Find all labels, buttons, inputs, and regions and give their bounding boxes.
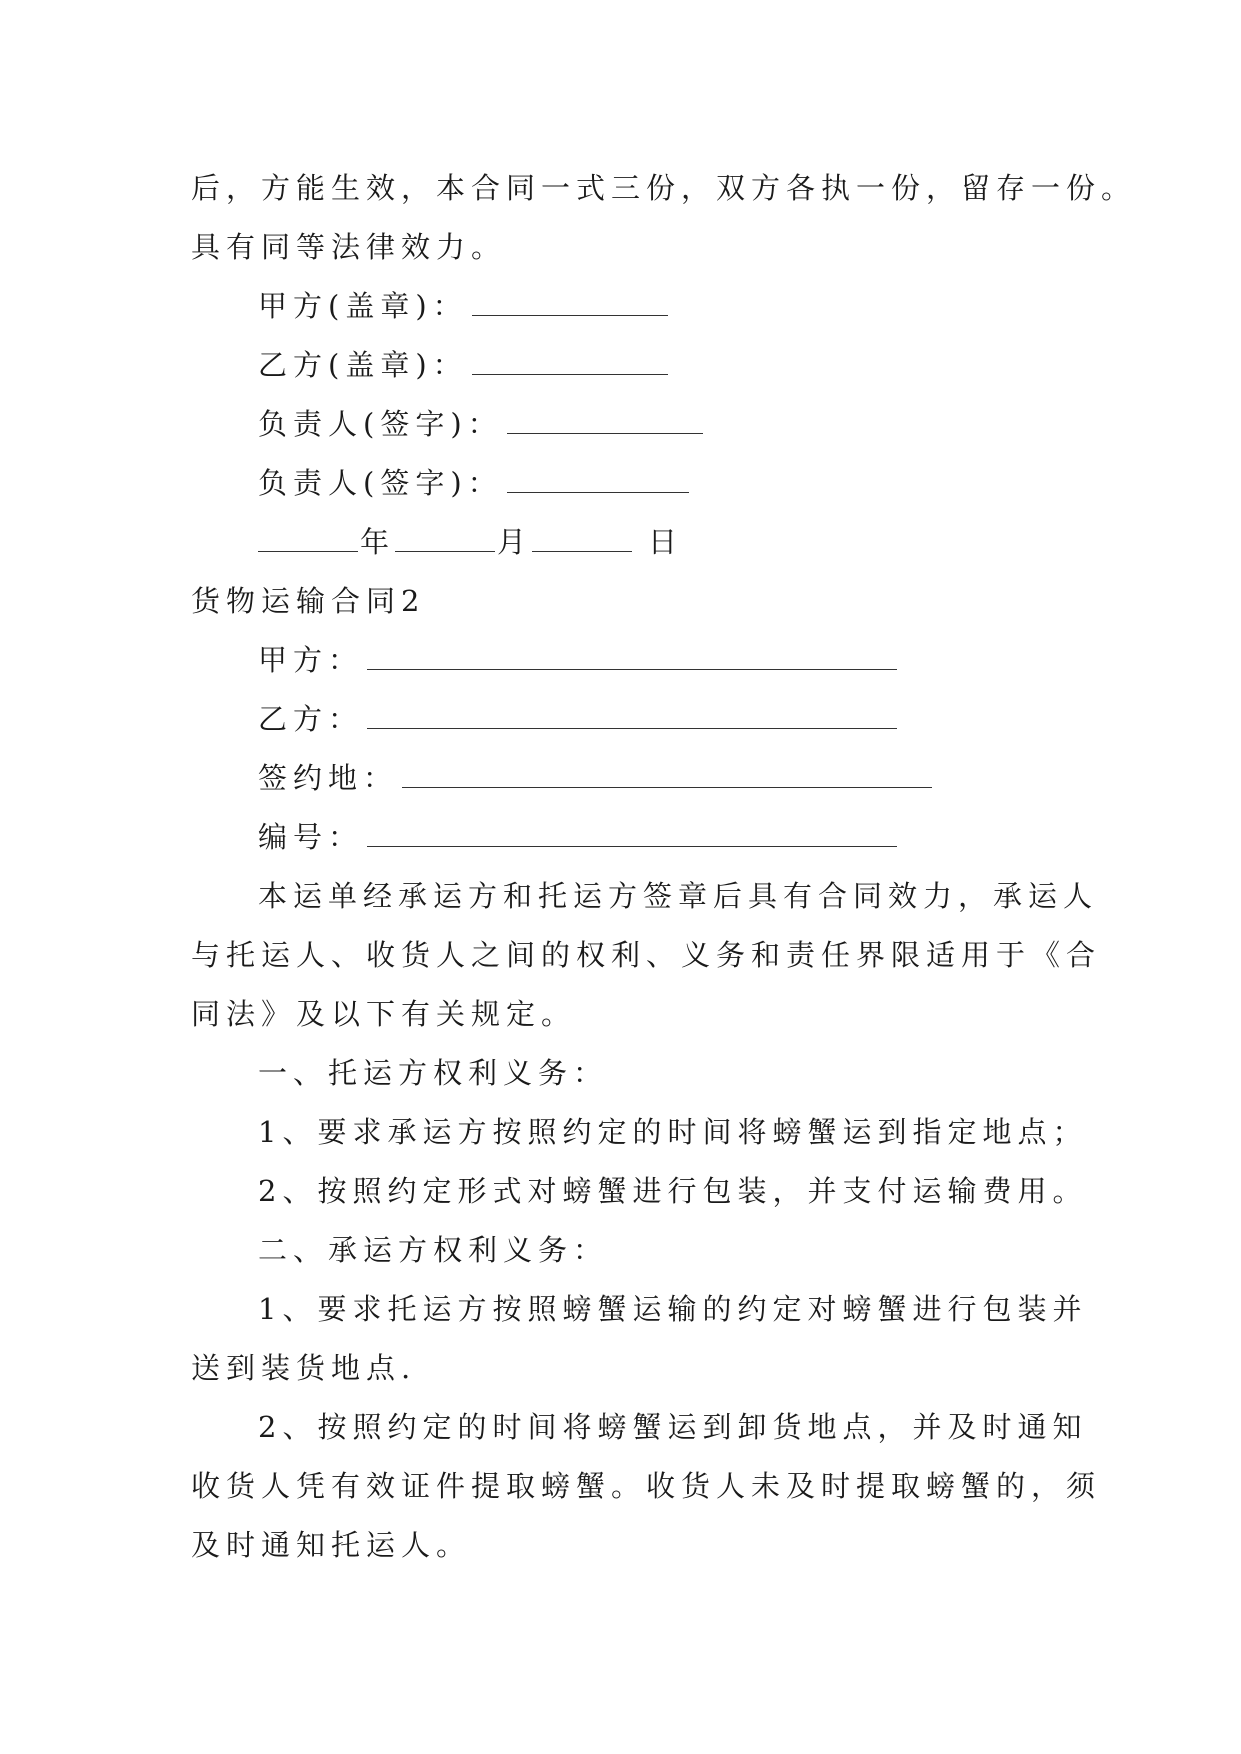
responsible-1-label: 负责人(签字)： — [258, 407, 503, 441]
contract-2-party-b-blank — [367, 700, 897, 729]
clause-line: 送到装货地点. — [191, 1351, 417, 1385]
clause-line: 2、按照约定形式对螃蟹进行包装，并支付运输费用。 — [258, 1174, 1088, 1208]
contract-2-sign-place — [258, 758, 932, 798]
day-label: 日 — [648, 525, 684, 559]
text-line: 后，方能生效，本合同一式三份，双方各执一份，留存一份。 — [191, 171, 1137, 205]
contract-2-party-a-label: 甲方： — [258, 643, 364, 677]
text-line: 具有同等法律效力。 — [191, 230, 507, 264]
contract-2-number — [258, 817, 897, 857]
month-blank — [395, 523, 495, 552]
contract-2-party-a — [258, 640, 897, 680]
party-a-seal-blank — [472, 287, 668, 316]
contract-2-title: 货物运输合同2 — [191, 584, 426, 618]
signature-responsible-2 — [258, 463, 689, 503]
body-paragraph-line: 本运单经承运方和托运方签章后具有合同效力，承运人 — [258, 879, 1099, 913]
clause-line: 2、按照约定的时间将螃蟹运到卸货地点，并及时通知 — [258, 1410, 1088, 1444]
month-label: 月 — [497, 525, 533, 559]
signature-responsible-1 — [258, 404, 703, 444]
date-line — [258, 522, 683, 562]
contract-2-sign-place-blank — [402, 759, 932, 788]
clause-line: 收货人凭有效证件提取螃蟹。收货人未及时提取螃蟹的，须 — [191, 1469, 1102, 1503]
contract-2-number-blank — [367, 818, 897, 847]
contract-2-party-b-label: 乙方： — [258, 702, 364, 736]
contract-2-party-b — [258, 699, 897, 739]
contract-2-number-label: 编号： — [258, 820, 364, 854]
section-heading: 一、托运方权利义务： — [258, 1056, 609, 1090]
party-b-seal-label: 乙方(盖章)： — [258, 348, 468, 382]
clause-line: 1、要求托运方按照螃蟹运输的约定对螃蟹进行包装并 — [258, 1292, 1088, 1326]
signature-party-b — [258, 345, 668, 385]
signature-party-a — [258, 286, 668, 326]
day-blank — [532, 523, 632, 552]
clause-line: 及时通知托运人。 — [191, 1528, 472, 1562]
responsible-1-blank — [507, 405, 703, 434]
party-a-seal-label: 甲方(盖章)： — [258, 289, 468, 323]
body-paragraph-line: 与托运人、收货人之间的权利、义务和责任界限适用于《合 — [191, 938, 1102, 972]
party-b-seal-blank — [472, 346, 668, 375]
year-label: 年 — [360, 525, 396, 559]
clause-line: 1、要求承运方按照约定的时间将螃蟹运到指定地点； — [258, 1115, 1088, 1149]
body-paragraph-line: 同法》及以下有关规定。 — [191, 997, 577, 1031]
responsible-2-label: 负责人(签字)： — [258, 466, 503, 500]
section-heading: 二、承运方权利义务： — [258, 1233, 609, 1267]
responsible-2-blank — [507, 464, 689, 493]
year-blank — [258, 523, 358, 552]
contract-2-sign-place-label: 签约地： — [258, 761, 399, 795]
contract-2-party-a-blank — [367, 641, 897, 670]
